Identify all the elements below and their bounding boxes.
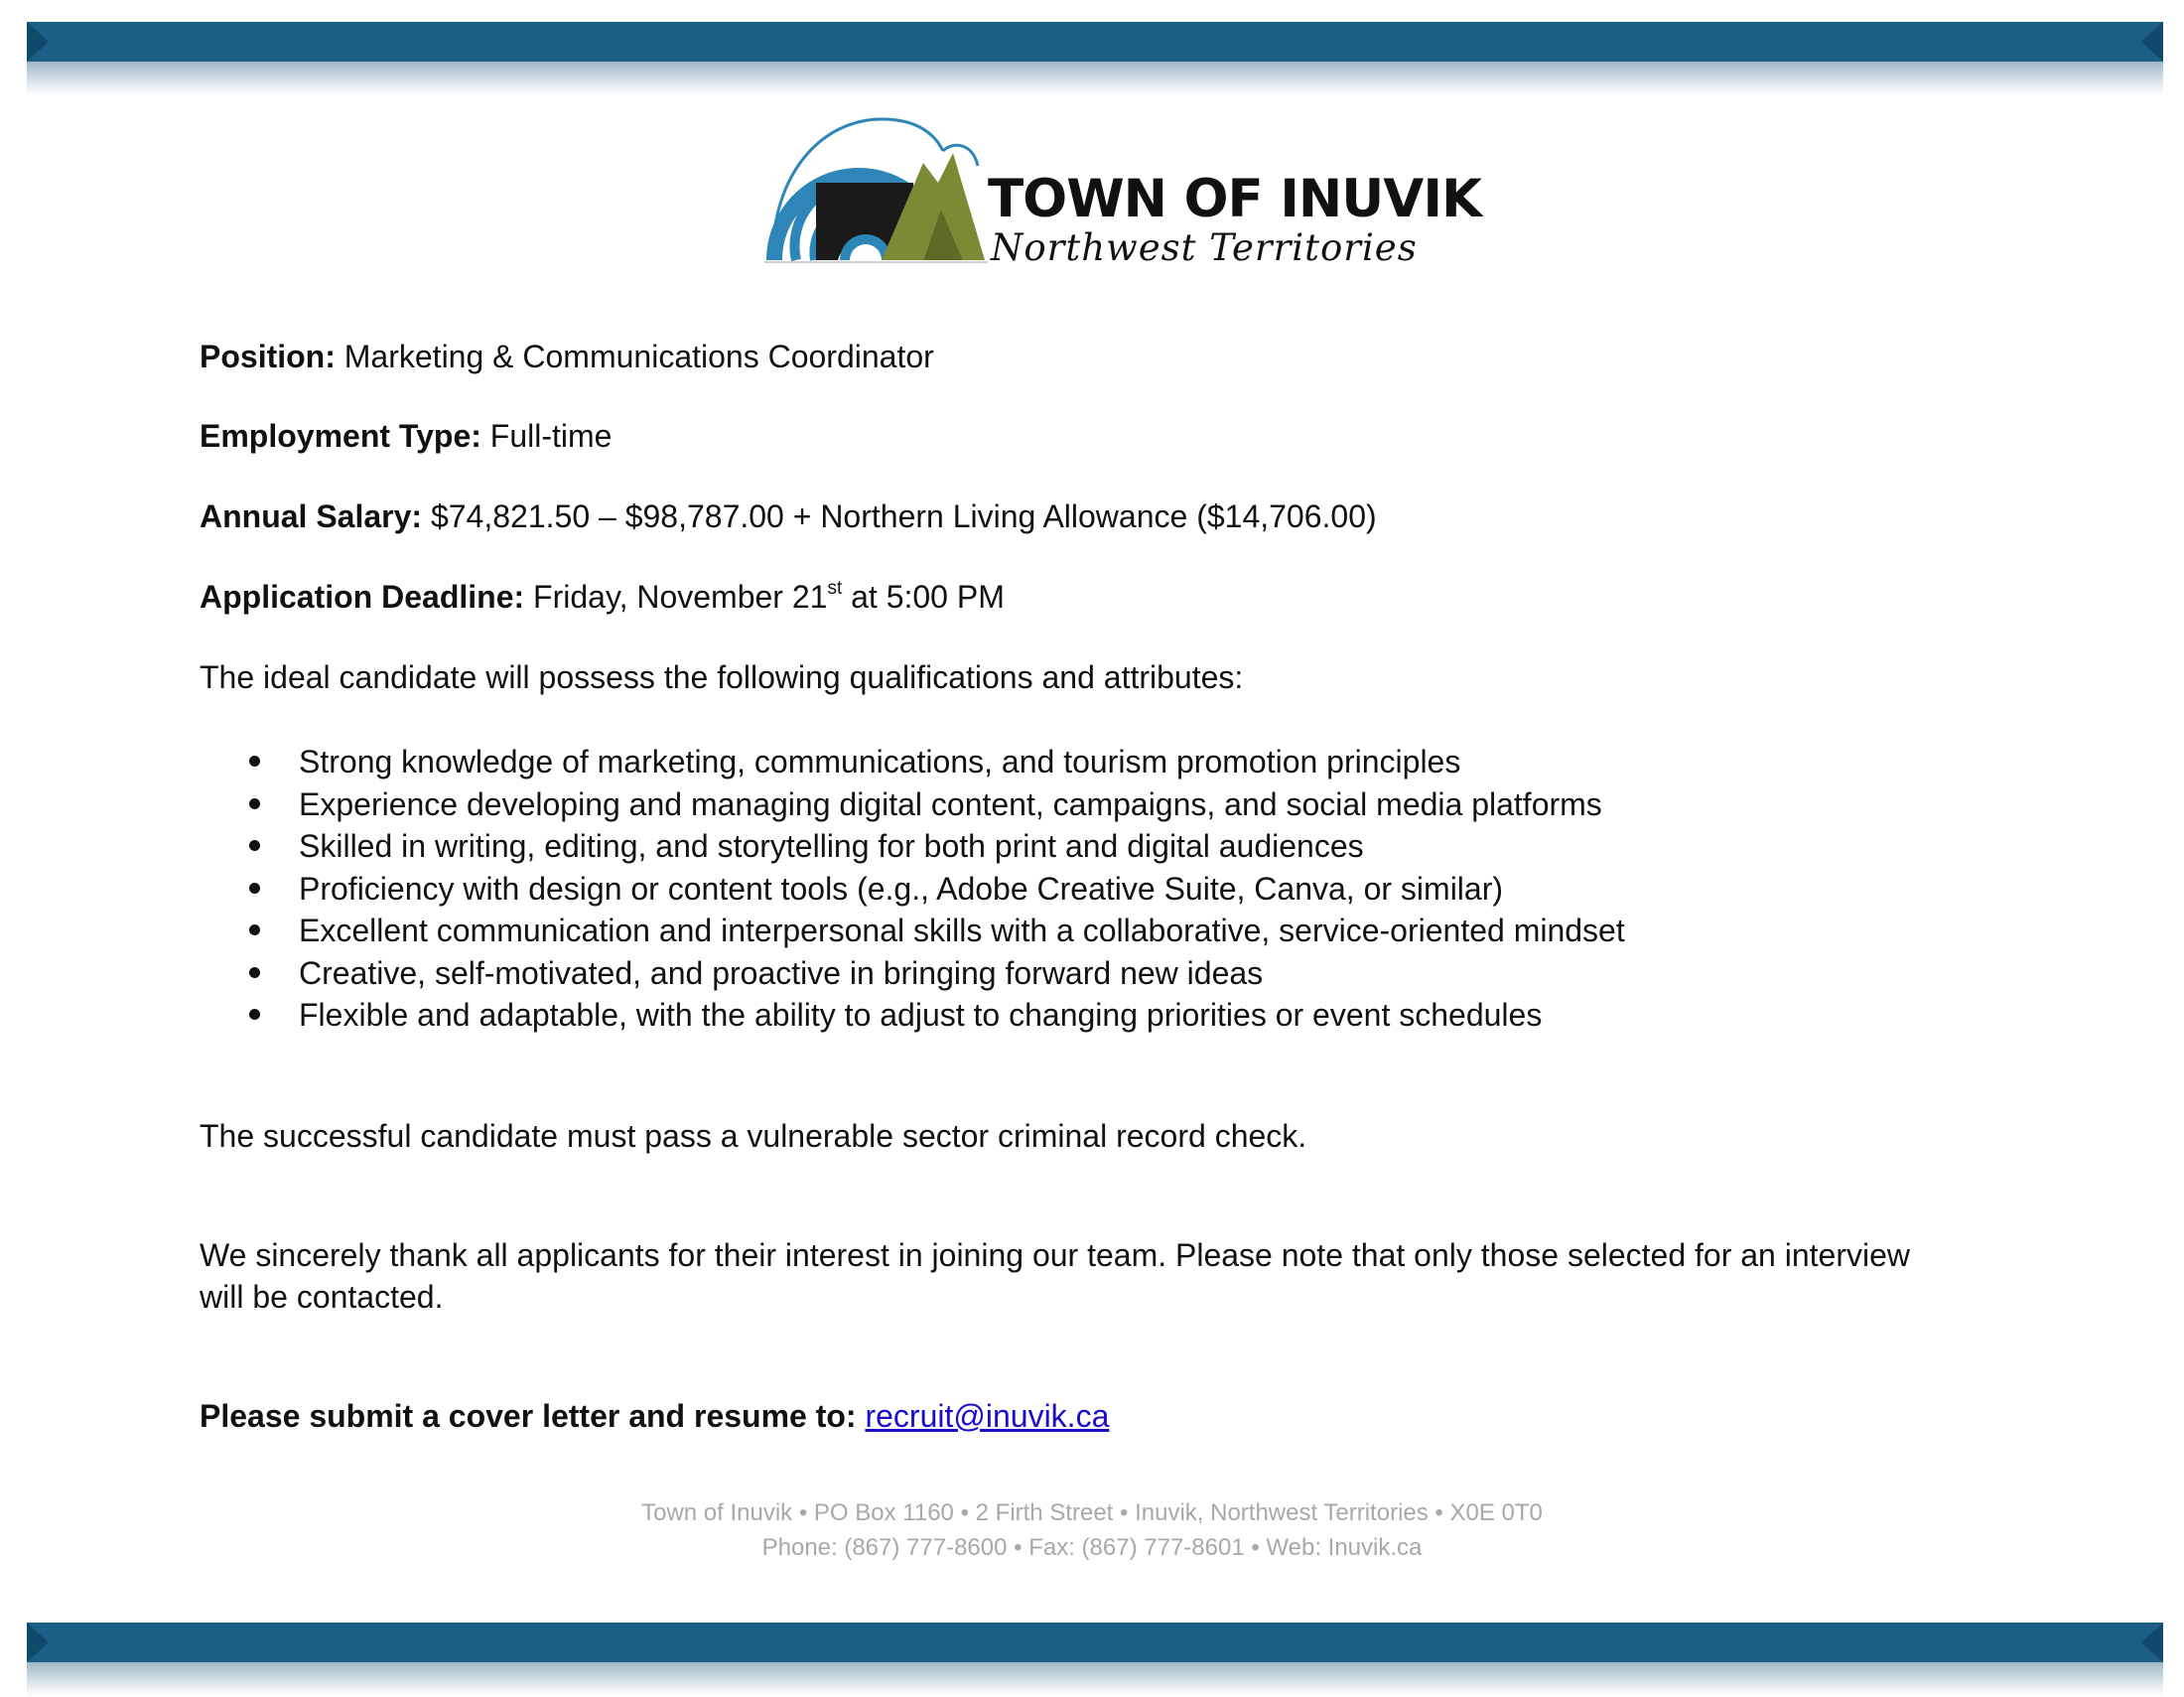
employment-type-line xyxy=(200,415,612,457)
bottom-decorative-band xyxy=(27,1623,2163,1694)
bullet-icon xyxy=(249,924,260,935)
salary-line xyxy=(200,495,1377,537)
town-logo-icon xyxy=(764,111,988,282)
bullet-icon xyxy=(249,883,260,894)
list-item xyxy=(200,910,1625,952)
salary-value: $74,821.50 – $98,787.00 + Northern Living Allowance ($14,706.00) xyxy=(422,498,1377,534)
footer-address: Town of Inuvik • PO Box 1160 • 2 Firth Street • Inuvik, Northwest Territories • X0E 0T0 xyxy=(641,1499,1543,1526)
employment-type-label: Employment Type: xyxy=(200,418,481,454)
top-decorative-band xyxy=(27,22,2163,95)
qualifications-list xyxy=(200,741,1625,1037)
list-item xyxy=(200,952,1625,995)
bullet-icon xyxy=(249,840,260,851)
deadline-ordinal: st xyxy=(827,578,843,600)
position-line xyxy=(200,336,934,377)
list-item xyxy=(200,741,1625,783)
salary-label: Annual Salary: xyxy=(200,498,423,534)
list-item xyxy=(200,994,1625,1037)
bullet-icon xyxy=(249,1009,260,1020)
town-logo xyxy=(764,111,1482,282)
list-item-text: Creative, self-motivated, and proactive in bringing forward new ideas xyxy=(299,954,1264,991)
deadline-time: at 5:00 PM xyxy=(842,579,1005,615)
position-label: Position: xyxy=(200,339,336,374)
list-item xyxy=(200,825,1625,868)
list-item-text: Skilled in writing, editing, and storytelling for both print and digital audiences xyxy=(299,828,1364,864)
submit-line xyxy=(200,1395,1109,1437)
list-item-text: Experience developing and managing digital content, campaigns, and social media platforms xyxy=(299,785,1602,822)
criminal-check-note: The successful candidate must pass a vulnerable sector criminal record check. xyxy=(200,1118,1307,1154)
list-item-text: Flexible and adaptable, with the ability to adjust to changing priorities or event schedules xyxy=(299,997,1543,1033)
employment-type-value: Full-time xyxy=(480,418,613,454)
submit-label: Please submit a cover letter and resume to: xyxy=(200,1398,857,1434)
list-item-text: Proficiency with design or content tools (e.g., Adobe Creative Suite, Canva, or similar) xyxy=(299,870,1504,907)
deadline-label: Application Deadline: xyxy=(200,579,525,615)
list-item-text: Strong knowledge of marketing, communications, and tourism promotion principles xyxy=(299,744,1461,779)
thanks-paragraph: We sincerely thank all applicants for their interest in joining our team. Please note that only those selected for an interview will be contacted. xyxy=(200,1237,1910,1315)
qualifications-intro: The ideal candidate will possess the following qualifications and attributes: xyxy=(200,659,1244,695)
list-item-text: Excellent communication and interpersonal skills with a collaborative, service-oriented mindset xyxy=(299,913,1625,948)
list-item xyxy=(200,868,1625,911)
logo-title: TOWN OF INUVIK xyxy=(988,169,1482,229)
deadline-line xyxy=(200,576,1005,618)
logo-subtitle: Northwest Territories xyxy=(991,226,1418,269)
footer-contact: Phone: (867) 777-8600 • Fax: (867) 777-8601 • Web: Inuvik.ca xyxy=(761,1534,1423,1561)
bullet-icon xyxy=(249,967,260,978)
bullet-icon xyxy=(249,756,260,767)
list-item xyxy=(200,783,1625,826)
bullet-icon xyxy=(249,798,260,809)
position-value: Marketing & Communications Coordinator xyxy=(335,339,934,374)
deadline-value: Friday, November 21 xyxy=(524,579,828,615)
email-link[interactable]: recruit@inuvik.ca xyxy=(865,1398,1110,1434)
